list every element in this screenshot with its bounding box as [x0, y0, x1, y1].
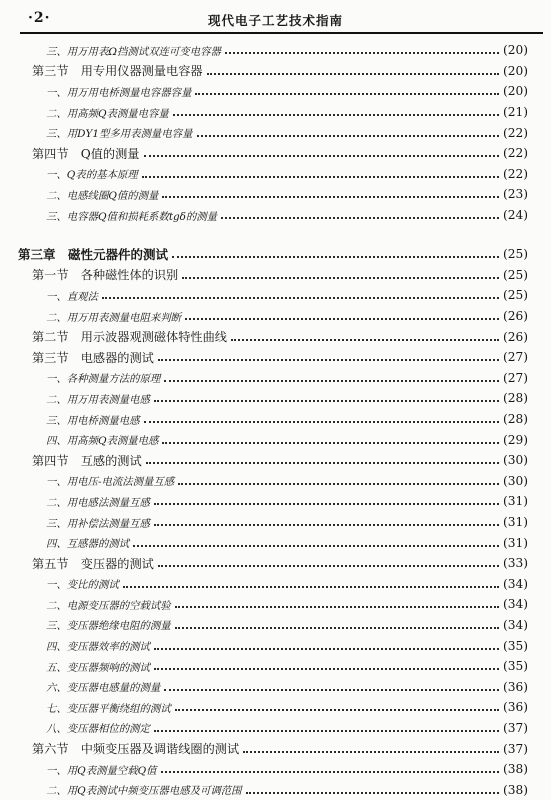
- toc-page-number: (30): [502, 453, 528, 468]
- dot-leader: [123, 586, 499, 588]
- toc-entry-title: 一、用万用电桥测量电容器容量: [46, 86, 192, 99]
- toc-page-number: (37): [502, 741, 528, 756]
- toc-page-number: (34): [502, 597, 528, 612]
- toc-entry-title: 四、用高频Q表测量电感: [46, 435, 159, 448]
- toc-subsection-entry: [0, 429, 551, 450]
- toc-subsection-entry: [0, 164, 551, 185]
- dot-leader: [154, 524, 499, 526]
- toc-entry-title: 三、用DY1型多用表测量电容量: [46, 128, 193, 141]
- toc-section-entry: [0, 450, 551, 471]
- dot-leader: [197, 135, 499, 137]
- book-title: 现代电子工艺技术指南: [207, 13, 343, 28]
- dot-leader: [207, 73, 499, 75]
- toc-entry-title: 第四节 Q值的测量: [32, 146, 140, 161]
- toc-subsection-entry: [0, 122, 551, 143]
- toc-section-chapter-3: [0, 244, 551, 800]
- toc-entry-title: 六、变压器电感量的测量: [46, 682, 161, 695]
- toc-subsection-entry: [0, 759, 551, 780]
- dot-leader: [158, 565, 499, 567]
- toc-entry-title: 四、互感器的测试: [46, 538, 130, 551]
- toc-page-number: (27): [502, 350, 528, 365]
- dot-leader: [162, 196, 499, 198]
- toc-entry-title: 一、直观法: [46, 290, 98, 303]
- dot-leader: [173, 114, 499, 116]
- page-header: [0, 0, 551, 36]
- toc-subsection-entry: [0, 615, 551, 636]
- toc-page-number: (28): [502, 391, 528, 406]
- dot-leader: [175, 606, 499, 608]
- toc-subsection-entry: [0, 285, 551, 306]
- toc-section-entry: [0, 61, 551, 82]
- toc-entry-title: 五、变压器频响的测试: [46, 661, 150, 674]
- page-number: ·2·: [28, 10, 51, 26]
- toc-entry-title: 一、用Q表测量空载Q值: [46, 764, 157, 777]
- toc-subsection-entry: [0, 718, 551, 739]
- toc-subsection-entry: [0, 635, 551, 656]
- dot-leader: [225, 52, 499, 54]
- toc-page-number: (20): [502, 84, 528, 99]
- dot-leader: [246, 792, 499, 794]
- toc-page-number: (26): [502, 309, 528, 324]
- header-rule: [20, 32, 543, 34]
- toc-page-number: (35): [502, 638, 528, 653]
- toc-page-number: (23): [502, 187, 528, 202]
- toc-page-number: (20): [502, 43, 528, 58]
- toc-subsection-entry: [0, 697, 551, 718]
- dot-leader: [154, 668, 499, 670]
- toc-page-number: (38): [502, 762, 528, 777]
- toc-entry-title: 三、变压器绝缘电阻的测量: [46, 620, 171, 633]
- toc-subsection-entry: [0, 574, 551, 595]
- toc-subsection-entry: [0, 40, 551, 61]
- dot-leader: [175, 627, 499, 629]
- dot-leader: [175, 709, 499, 711]
- toc-entry-title: 二、用Q表测试中频变压器电感及可调范围: [46, 785, 242, 798]
- toc-section-entry: [0, 326, 551, 347]
- toc-page-number: (22): [502, 166, 528, 181]
- toc-page-number: (29): [502, 432, 528, 447]
- dot-leader: [154, 400, 499, 402]
- toc-subsection-entry: [0, 676, 551, 697]
- dot-leader: [154, 648, 499, 650]
- dot-leader: [164, 689, 499, 691]
- toc-page-number: (38): [502, 782, 528, 797]
- toc-page-number: (34): [502, 576, 528, 591]
- toc-section-entry: [0, 738, 551, 759]
- toc-entry-title: 三、用电桥测量电感: [46, 414, 140, 427]
- toc-page-number: (36): [502, 679, 528, 694]
- toc-entry-title: 七、变压器平衡绕组的测试: [46, 702, 171, 715]
- toc-section-entry: [0, 553, 551, 574]
- dot-leader: [172, 256, 499, 258]
- toc-subsection-entry: [0, 409, 551, 430]
- toc-subsection-entry: [0, 594, 551, 615]
- dot-leader: [185, 318, 499, 320]
- toc-page-number: (20): [502, 63, 528, 78]
- toc-entry-title: 二、用万用表测量电阻来判断: [46, 311, 182, 324]
- toc-subsection-entry: [0, 306, 551, 327]
- dot-leader: [195, 93, 499, 95]
- toc-entry-title: 第三节 电感器的测试: [32, 350, 154, 365]
- dot-leader: [154, 730, 499, 732]
- toc-page-number: (22): [502, 125, 528, 140]
- toc-entry-title: 二、用万用表测量电感: [46, 393, 150, 406]
- toc-page-number: (24): [502, 208, 528, 223]
- toc-page-number: (31): [502, 494, 528, 509]
- toc-entry-title: 第六节 中频变压器及调谐线圈的测试: [32, 742, 240, 757]
- dot-leader: [243, 751, 499, 753]
- toc-entry-title: 第二节 用示波器观测磁体特性曲线: [32, 330, 227, 345]
- toc-subsection-entry: [0, 491, 551, 512]
- toc-subsection-entry: [0, 205, 551, 226]
- toc-entry-title: 三、用万用表Ω挡测试双连可变电容器: [46, 45, 221, 58]
- toc-entry-title: 二、用电感法测量互感: [46, 496, 150, 509]
- dot-leader: [142, 176, 499, 178]
- toc-section-entry: [0, 347, 551, 368]
- dot-leader: [161, 771, 499, 773]
- toc-page-number: (31): [502, 535, 528, 550]
- toc-page-number: (25): [502, 247, 528, 262]
- dot-leader: [154, 503, 499, 505]
- toc-page-number: (28): [502, 412, 528, 427]
- toc-chapter-entry: [0, 244, 551, 265]
- dot-leader: [164, 380, 499, 382]
- dot-leader: [102, 297, 499, 299]
- dot-leader: [231, 339, 499, 341]
- toc-page-number: (25): [502, 267, 528, 282]
- toc-entry-title: 四、变压器效率的测试: [46, 641, 150, 654]
- dot-leader: [158, 359, 499, 361]
- toc-page-number: (35): [502, 659, 528, 674]
- toc-page-number: (31): [502, 515, 528, 530]
- toc-page-number: (21): [502, 105, 528, 120]
- toc-entry-title: 一、用电压-电流法测量互感: [46, 476, 175, 489]
- toc-subsection-entry: [0, 471, 551, 492]
- toc-entry-title: 第三章 磁性元器件的测试: [18, 247, 169, 263]
- toc-subsection-entry: [0, 512, 551, 533]
- dot-leader: [162, 442, 499, 444]
- toc-page-number: (27): [502, 370, 528, 385]
- toc-entry-title: 第四节 互感的测试: [32, 453, 142, 468]
- toc-subsection-entry: [0, 656, 551, 677]
- toc-subsection-entry: [0, 102, 551, 123]
- toc-page-number: (26): [502, 329, 528, 344]
- toc-entry-title: 三、电容器Q值和损耗系数tgδ的测量: [46, 210, 218, 223]
- dot-leader: [182, 277, 499, 279]
- toc-entry-title: 第五节 变压器的测试: [32, 556, 154, 571]
- toc-page-number: (22): [502, 146, 528, 161]
- toc-page-number: (36): [502, 700, 528, 715]
- toc-subsection-entry: [0, 779, 551, 800]
- toc-subsection-entry: [0, 388, 551, 409]
- toc-entry-title: 二、电感线圈Q值的测量: [46, 189, 159, 202]
- toc-page-number: (37): [502, 720, 528, 735]
- dot-leader: [133, 545, 499, 547]
- toc-section-chapter-2-tail: [0, 40, 551, 225]
- toc-page-number: (34): [502, 617, 528, 632]
- toc-page-number: (25): [502, 288, 528, 303]
- toc-entry-title: 一、各种测量方法的原理: [46, 373, 161, 386]
- dot-leader: [144, 421, 499, 423]
- toc-section-entry: [0, 265, 551, 286]
- toc-entry-title: 二、用高频Q表测量电容量: [46, 107, 169, 120]
- toc-page-number: (33): [502, 556, 528, 571]
- toc-subsection-entry: [0, 184, 551, 205]
- toc-entry-title: 第三节 用专用仪器测量电容器: [32, 64, 203, 79]
- toc-subsection-entry: [0, 532, 551, 553]
- toc-entry-title: 二、电源变压器的空载试验: [46, 599, 171, 612]
- toc-entry-title: 第一节 各种磁性体的识别: [32, 268, 179, 283]
- toc-entry-title: 一、变比的测试: [46, 579, 119, 592]
- dot-leader: [178, 483, 499, 485]
- toc-page-number: (30): [502, 473, 528, 488]
- toc-entry-title: 一、Q表的基本原理: [46, 169, 138, 182]
- toc-entry-title: 三、用补偿法测量互感: [46, 517, 150, 530]
- toc-entry-title: 八、变压器相位的测定: [46, 723, 150, 736]
- dot-leader: [144, 155, 499, 157]
- toc-subsection-entry: [0, 81, 551, 102]
- dot-leader: [221, 217, 499, 219]
- toc-section-entry: [0, 143, 551, 164]
- dot-leader: [146, 462, 499, 464]
- toc-subsection-entry: [0, 368, 551, 389]
